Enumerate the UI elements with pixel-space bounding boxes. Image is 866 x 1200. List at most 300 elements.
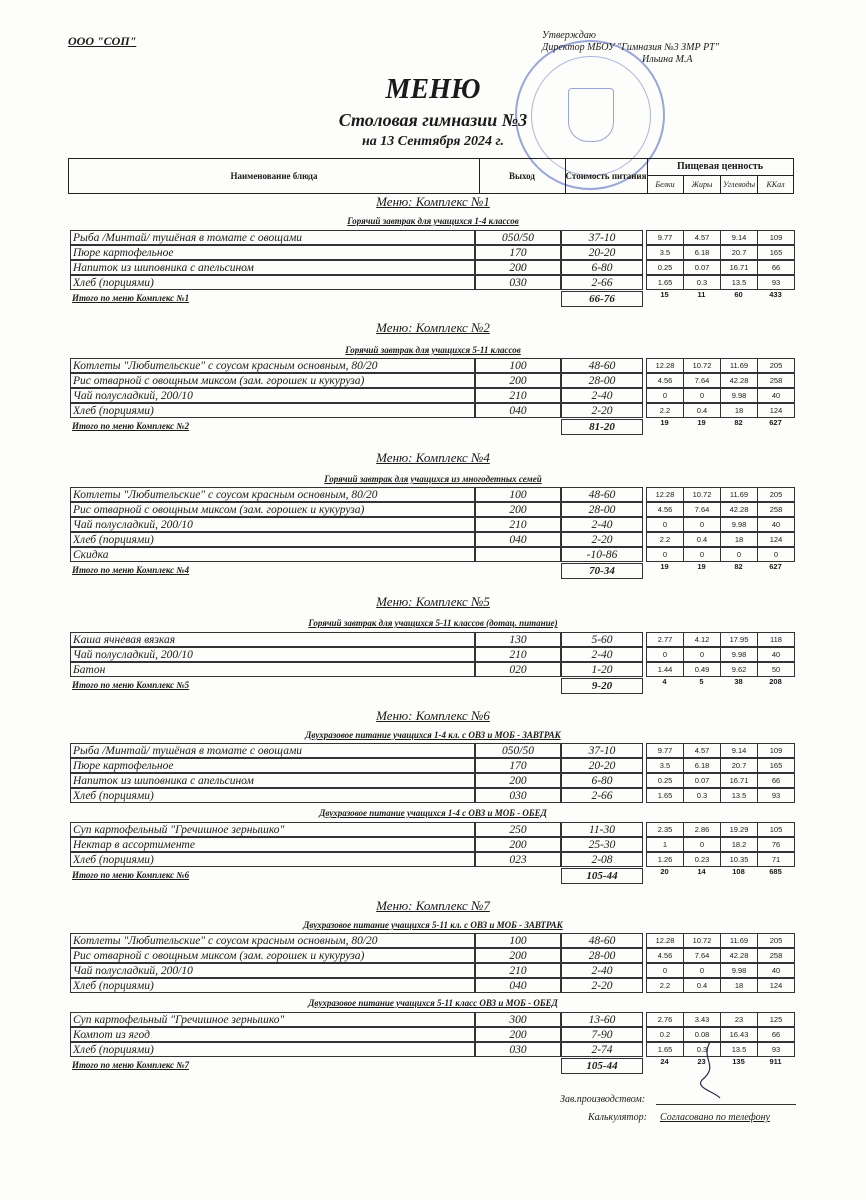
nutrition-value: 118	[757, 632, 795, 647]
nutrition-value: 9.77	[646, 743, 684, 758]
dish-name: Пюре картофельное	[70, 245, 475, 260]
dish-name: Хлеб (порциями)	[70, 852, 475, 867]
dish-name: Рис отварной с овощным миксом (зам. горошек и кукуруза)	[70, 948, 475, 963]
nutrition-value: 0.07	[683, 260, 721, 275]
nutrition-value: 2.2	[646, 532, 684, 547]
dish-price: 28-00	[561, 373, 643, 388]
dish-name: Напиток из шиповника с апельсином	[70, 773, 475, 788]
nutrition-value: 205	[757, 487, 795, 502]
subsection-heading: Горячий завтрак для учащихся 5-11 классов	[345, 345, 521, 355]
nutrition-value: 0.3	[683, 788, 721, 803]
nutrition-value: 42.28	[720, 502, 758, 517]
table-header	[68, 158, 794, 194]
document-title: МЕНЮ	[385, 74, 481, 105]
approval-line: Директор МБОУ "Гимназия №3 ЗМР РТ"	[542, 42, 719, 53]
nutrition-value: 0	[646, 547, 684, 562]
nutrition-value: 18	[720, 532, 758, 547]
table-row	[0, 963, 866, 978]
document-subtitle: Столовая гимназии №3	[338, 110, 528, 130]
total-label: Итого по меню Комплекс №7	[72, 1060, 190, 1070]
table-row	[0, 403, 866, 418]
dish-name: Рыба /Минтай/ тушёная в томате с овощами	[70, 230, 475, 245]
dish-price: 25-30	[561, 837, 643, 852]
dish-output: 200	[475, 837, 561, 852]
nutrition-value: 1.65	[646, 275, 684, 290]
nutrition-value: 0.25	[646, 260, 684, 275]
nutrition-value: 2.2	[646, 403, 684, 418]
nutrition-value: 10.72	[683, 358, 721, 373]
document-date: на 13 Сентября 2024 г.	[362, 134, 504, 149]
dish-price: 2-20	[561, 532, 643, 547]
total-nutrition-value: 911	[769, 1057, 782, 1066]
dish-output: 100	[475, 358, 561, 373]
total-nutrition-value: 108	[732, 867, 745, 876]
total-nutrition-value: 135	[732, 1057, 745, 1066]
nutrition-value: 71	[757, 852, 795, 867]
dish-name: Хлеб (порциями)	[70, 1042, 475, 1057]
dish-price: 20-20	[561, 245, 643, 260]
total-nutrition-value: 433	[769, 290, 782, 299]
nutrition-value: 16.43	[720, 1027, 758, 1042]
column-name-header: Наименование блюда	[69, 159, 480, 193]
nutrition-value: 93	[757, 788, 795, 803]
nutrition-value: 9.98	[720, 647, 758, 662]
table-row	[0, 662, 866, 677]
nutrition-value: 0	[757, 547, 795, 562]
nutrition-value: 40	[757, 647, 795, 662]
nutrition-value: 12.28	[646, 933, 684, 948]
nutrition-value: 7.64	[683, 948, 721, 963]
nutrition-value: 124	[757, 978, 795, 993]
nutrition-value: 205	[757, 933, 795, 948]
nutrition-sub-header: Углеводы	[721, 176, 758, 193]
nutrition-value: 1.65	[646, 1042, 684, 1057]
nutrition-value: 9.14	[720, 230, 758, 245]
dish-price: 2-40	[561, 517, 643, 532]
nutrition-value: 1.65	[646, 788, 684, 803]
table-row	[0, 502, 866, 517]
dish-output: 040	[475, 532, 561, 547]
table-row	[0, 1012, 866, 1027]
nutrition-value: 18	[720, 403, 758, 418]
table-row	[0, 1042, 866, 1057]
total-nutrition-value: 38	[734, 677, 743, 686]
total-nutrition-value: 208	[769, 677, 782, 686]
dish-price: 5-60	[561, 632, 643, 647]
nutrition-sub-header: ККал	[766, 180, 785, 189]
nutrition-value: 17.95	[720, 632, 758, 647]
table-row	[0, 852, 866, 867]
total-nutrition-value: 627	[769, 418, 782, 427]
dish-name: Рис отварной с овощным миксом (зам. горошек и кукуруза)	[70, 502, 475, 517]
total-nutrition-value: 19	[697, 418, 706, 427]
nutrition-value: 93	[757, 275, 795, 290]
nutrition-value: 9.98	[720, 963, 758, 978]
dish-price: 11-30	[561, 822, 643, 837]
total-price: 105-44	[561, 868, 643, 884]
nutrition-value: 0.23	[683, 852, 721, 867]
dish-output: 200	[475, 773, 561, 788]
nutrition-value: 0	[683, 647, 721, 662]
total-nutrition-value: 19	[660, 562, 669, 571]
dish-name: Котлеты "Любительские" с соусом красным основным, 80/20	[70, 487, 475, 502]
dish-output: 200	[475, 502, 561, 517]
total-nutrition-value: 15	[660, 290, 669, 299]
nutrition-value: 0	[683, 547, 721, 562]
total-nutrition-value: 14	[697, 867, 706, 876]
nutrition-value: 40	[757, 963, 795, 978]
dish-output: 300	[475, 1012, 561, 1027]
nutrition-value: 93	[757, 1042, 795, 1057]
table-row	[0, 743, 866, 758]
total-nutrition-value: 627	[769, 562, 782, 571]
nutrition-sub-header: Белки	[647, 176, 684, 193]
dish-name: Чай полусладкий, 200/10	[70, 647, 475, 662]
nutrition-value: 0	[683, 963, 721, 978]
nutrition-value: 4.12	[683, 632, 721, 647]
table-row	[0, 978, 866, 993]
dish-price: 2-08	[561, 852, 643, 867]
table-row	[0, 933, 866, 948]
total-nutrition-value: 82	[734, 418, 743, 427]
nutrition-header	[647, 159, 793, 193]
subsection-heading: Двухразовое питание учащихся 5-11 класс ОВЗ и МОБ - ОБЕД	[308, 998, 558, 1008]
approval-line: Утверждаю	[542, 30, 596, 41]
table-row	[0, 948, 866, 963]
nutrition-value: 16.71	[720, 260, 758, 275]
total-nutrition-value: 19	[660, 418, 669, 427]
dish-name: Хлеб (порциями)	[70, 275, 475, 290]
dish-price: 48-60	[561, 933, 643, 948]
total-nutrition-value: 60	[734, 290, 743, 299]
dish-name: Чай полусладкий, 200/10	[70, 963, 475, 978]
table-row	[0, 647, 866, 662]
dish-name: Скидка	[70, 547, 475, 562]
dish-price: 37-10	[561, 743, 643, 758]
dish-price: 48-60	[561, 358, 643, 373]
nutrition-value: 6.18	[683, 758, 721, 773]
dish-output: 050/50	[475, 743, 561, 758]
dish-name: Хлеб (порциями)	[70, 978, 475, 993]
section-heading: Меню: Комплекс №7	[376, 898, 490, 913]
total-nutrition-value: 19	[697, 562, 706, 571]
nutrition-value: 2.77	[646, 632, 684, 647]
nutrition-value: 1.26	[646, 852, 684, 867]
dish-price: 2-66	[561, 275, 643, 290]
section-heading: Меню: Комплекс №2	[376, 320, 490, 335]
nutrition-value: 0	[720, 547, 758, 562]
dish-output: 200	[475, 1027, 561, 1042]
nutrition-value: 7.64	[683, 502, 721, 517]
total-nutrition-value: 685	[769, 867, 782, 876]
nutrition-value: 11.69	[720, 487, 758, 502]
nutrition-value: 10.35	[720, 852, 758, 867]
nutrition-value: 12.28	[646, 358, 684, 373]
total-label: Итого по меню Комплекс №4	[72, 565, 190, 575]
nutrition-value: 0	[646, 517, 684, 532]
dish-price: 6-80	[561, 773, 643, 788]
nutrition-value: 66	[757, 1027, 795, 1042]
nutrition-value: 23	[720, 1012, 758, 1027]
nutrition-value: 9.98	[720, 388, 758, 403]
dish-price: 7-90	[561, 1027, 643, 1042]
nutrition-value: 0	[646, 647, 684, 662]
nutrition-value: 10.72	[683, 487, 721, 502]
nutrition-value: 124	[757, 532, 795, 547]
dish-output: 040	[475, 978, 561, 993]
nutrition-value: 40	[757, 517, 795, 532]
nutrition-value: 0.4	[683, 403, 721, 418]
dish-output: 210	[475, 647, 561, 662]
nutrition-value: 4.57	[683, 230, 721, 245]
dish-name: Батон	[70, 662, 475, 677]
nutrition-value: 0	[683, 837, 721, 852]
subsection-heading: Двухразовое питание учащихся 5-11 кл. с ОВЗ и МОБ - ЗАВТРАК	[303, 920, 563, 930]
dish-output: 100	[475, 487, 561, 502]
nutrition-value: 0.4	[683, 978, 721, 993]
nutrition-value: 42.28	[720, 948, 758, 963]
nutrition-value: 9.77	[646, 230, 684, 245]
nutrition-sub-header: Жиры	[684, 176, 721, 193]
total-label: Итого по меню Комплекс №1	[72, 293, 190, 303]
total-nutrition-value: 11	[697, 290, 706, 299]
nutrition-value: 11.69	[720, 358, 758, 373]
nutrition-value: 258	[757, 502, 795, 517]
nutrition-value: 4.56	[646, 948, 684, 963]
dish-name: Пюре картофельное	[70, 758, 475, 773]
nutrition-value: 124	[757, 403, 795, 418]
section-heading: Меню: Комплекс №1	[376, 194, 490, 209]
nutrition-title: Пищевая ценность	[647, 159, 793, 176]
nutrition-value: 0.2	[646, 1027, 684, 1042]
nutrition-value: 6.18	[683, 245, 721, 260]
nutrition-value: 13.5	[720, 788, 758, 803]
nutrition-value: 3.5	[646, 758, 684, 773]
nutrition-value: 66	[757, 260, 795, 275]
nutrition-value: 2.35	[646, 822, 684, 837]
total-price: 9-20	[561, 678, 643, 694]
total-nutrition-value: 5	[699, 677, 704, 686]
table-row	[0, 487, 866, 502]
dish-price: 2-40	[561, 388, 643, 403]
nutrition-value: 4.57	[683, 743, 721, 758]
nutrition-value: 9.62	[720, 662, 758, 677]
dish-price: 13-60	[561, 1012, 643, 1027]
dish-name: Каша ячневая вязкая	[70, 632, 475, 647]
dish-output: 200	[475, 948, 561, 963]
dish-name: Чай полусладкий, 200/10	[70, 388, 475, 403]
dish-output: 170	[475, 758, 561, 773]
production-signature-line	[656, 1104, 796, 1105]
table-row	[0, 275, 866, 290]
nutrition-value: 4.56	[646, 502, 684, 517]
nutrition-value: 18.2	[720, 837, 758, 852]
nutrition-value: 3.5	[646, 245, 684, 260]
dish-output: 250	[475, 822, 561, 837]
nutrition-value: 66	[757, 773, 795, 788]
dish-output	[475, 547, 561, 562]
total-price: 70-34	[561, 563, 643, 579]
section-heading: Меню: Комплекс №6	[376, 708, 490, 723]
subsection-heading: Горячий завтрак для учащихся 5-11 классов (дотац. питание)	[308, 618, 558, 628]
nutrition-value: 7.64	[683, 373, 721, 388]
dish-output: 200	[475, 373, 561, 388]
column-output-header: Выход	[479, 159, 566, 193]
subsection-heading: Горячий завтрак для учащихся из многодетных семей	[324, 474, 542, 484]
total-nutrition-value: 4	[662, 677, 667, 686]
dish-price: -10-86	[561, 547, 643, 562]
dish-name: Напиток из шиповника с апельсином	[70, 260, 475, 275]
dish-output: 050/50	[475, 230, 561, 245]
nutrition-value: 0	[646, 388, 684, 403]
section-heading: Меню: Комплекс №5	[376, 594, 490, 609]
production-label: Зав.производством:	[560, 1094, 646, 1105]
dish-name: Хлеб (порциями)	[70, 403, 475, 418]
dish-name: Рис отварной с овощным миксом (зам. горошек и кукуруза)	[70, 373, 475, 388]
nutrition-value: 1.44	[646, 662, 684, 677]
dish-price: 2-66	[561, 788, 643, 803]
table-row	[0, 245, 866, 260]
nutrition-value: 1	[646, 837, 684, 852]
table-row	[0, 230, 866, 245]
total-label: Итого по меню Комплекс №6	[72, 870, 190, 880]
column-price-header: Стоимость питания	[565, 159, 648, 193]
subsection-heading: Двухразовое питание учащихся 1-4 с ОВЗ и МОБ - ОБЕД	[319, 808, 547, 818]
dish-output: 023	[475, 852, 561, 867]
nutrition-value: 0.4	[683, 532, 721, 547]
dish-price: 6-80	[561, 260, 643, 275]
dish-output: 210	[475, 963, 561, 978]
dish-output: 040	[475, 403, 561, 418]
dish-price: 28-00	[561, 948, 643, 963]
total-nutrition-value: 23	[697, 1057, 706, 1066]
table-row	[0, 773, 866, 788]
dish-name: Рыба /Минтай/ тушёная в томате с овощами	[70, 743, 475, 758]
dish-output: 100	[475, 933, 561, 948]
dish-name: Котлеты "Любительские" с соусом красным основным, 80/20	[70, 933, 475, 948]
dish-price: 2-40	[561, 647, 643, 662]
total-price: 66-76	[561, 291, 643, 307]
nutrition-value: 205	[757, 358, 795, 373]
table-row	[0, 532, 866, 547]
table-row	[0, 373, 866, 388]
total-nutrition-value: 82	[734, 562, 743, 571]
table-row	[0, 758, 866, 773]
dish-output: 020	[475, 662, 561, 677]
total-label: Итого по меню Комплекс №5	[72, 680, 190, 690]
dish-name: Чай полусладкий, 200/10	[70, 517, 475, 532]
nutrition-value: 165	[757, 245, 795, 260]
dish-name: Суп картофельный "Гречишное зернышко"	[70, 1012, 475, 1027]
section-heading: Меню: Комплекс №4	[376, 450, 490, 465]
nutrition-value: 50	[757, 662, 795, 677]
nutrition-value: 2.86	[683, 822, 721, 837]
dish-name: Компот из ягод	[70, 1027, 475, 1042]
nutrition-value: 0.3	[683, 1042, 721, 1057]
nutrition-value: 2.76	[646, 1012, 684, 1027]
dish-price: 20-20	[561, 758, 643, 773]
nutrition-value: 4.56	[646, 373, 684, 388]
total-label: Итого по меню Комплекс №2	[72, 421, 190, 431]
nutrition-value: 12.28	[646, 487, 684, 502]
total-price: 105-44	[561, 1058, 643, 1074]
dish-price: 2-74	[561, 1042, 643, 1057]
nutrition-value: 258	[757, 948, 795, 963]
nutrition-value: 2.2	[646, 978, 684, 993]
dish-output: 030	[475, 275, 561, 290]
nutrition-value: 10.72	[683, 933, 721, 948]
table-row	[0, 547, 866, 562]
total-price: 81-20	[561, 419, 643, 435]
nutrition-value: 165	[757, 758, 795, 773]
nutrition-value: 0	[646, 963, 684, 978]
dish-output: 030	[475, 1042, 561, 1057]
nutrition-value: 11.69	[720, 933, 758, 948]
nutrition-value: 109	[757, 743, 795, 758]
calculator-value: Согласовано по телефону	[660, 1112, 770, 1123]
nutrition-value: 0.08	[683, 1027, 721, 1042]
dish-name: Нектар в ассортименте	[70, 837, 475, 852]
nutrition-value: 105	[757, 822, 795, 837]
nutrition-value: 258	[757, 373, 795, 388]
nutrition-value: 20.7	[720, 758, 758, 773]
table-row	[0, 517, 866, 532]
nutrition-value: 0	[683, 517, 721, 532]
nutrition-value: 3.43	[683, 1012, 721, 1027]
dish-name: Хлеб (порциями)	[70, 532, 475, 547]
total-nutrition-value: 20	[660, 867, 669, 876]
nutrition-value: 0.07	[683, 773, 721, 788]
nutrition-value: 13.5	[720, 275, 758, 290]
nutrition-value: 20.7	[720, 245, 758, 260]
table-row	[0, 1027, 866, 1042]
table-row	[0, 388, 866, 403]
dish-price: 2-20	[561, 403, 643, 418]
total-nutrition-value: 24	[660, 1057, 669, 1066]
dish-price: 2-20	[561, 978, 643, 993]
approval-block	[542, 30, 719, 66]
dish-name: Хлеб (порциями)	[70, 788, 475, 803]
dish-name: Котлеты "Любительские" с соусом красным основным, 80/20	[70, 358, 475, 373]
table-row	[0, 358, 866, 373]
dish-price: 1-20	[561, 662, 643, 677]
nutrition-value: 40	[757, 388, 795, 403]
nutrition-value: 9.98	[720, 517, 758, 532]
subsection-heading: Горячий завтрак для учащихся 1-4 классов	[347, 216, 519, 226]
dish-output: 200	[475, 260, 561, 275]
table-row	[0, 632, 866, 647]
nutrition-value: 42.28	[720, 373, 758, 388]
nutrition-value: 16.71	[720, 773, 758, 788]
dish-output: 030	[475, 788, 561, 803]
dish-price: 28-00	[561, 502, 643, 517]
nutrition-value: 19.29	[720, 822, 758, 837]
nutrition-value: 13.5	[720, 1042, 758, 1057]
table-row	[0, 837, 866, 852]
dish-output: 210	[475, 517, 561, 532]
calculator-label: Калькулятор:	[588, 1112, 647, 1123]
nutrition-value: 125	[757, 1012, 795, 1027]
dish-price: 48-60	[561, 487, 643, 502]
dish-output: 210	[475, 388, 561, 403]
dish-output: 170	[475, 245, 561, 260]
subsection-heading: Двухразовое питание учащихся 1-4 кл. с ОВЗ и МОБ - ЗАВТРАК	[305, 730, 561, 740]
approval-line: Ильина М.А	[642, 54, 693, 65]
nutrition-value: 0.25	[646, 773, 684, 788]
dish-output: 130	[475, 632, 561, 647]
nutrition-value: 18	[720, 978, 758, 993]
organization-name: ООО "СОП"	[68, 34, 137, 48]
